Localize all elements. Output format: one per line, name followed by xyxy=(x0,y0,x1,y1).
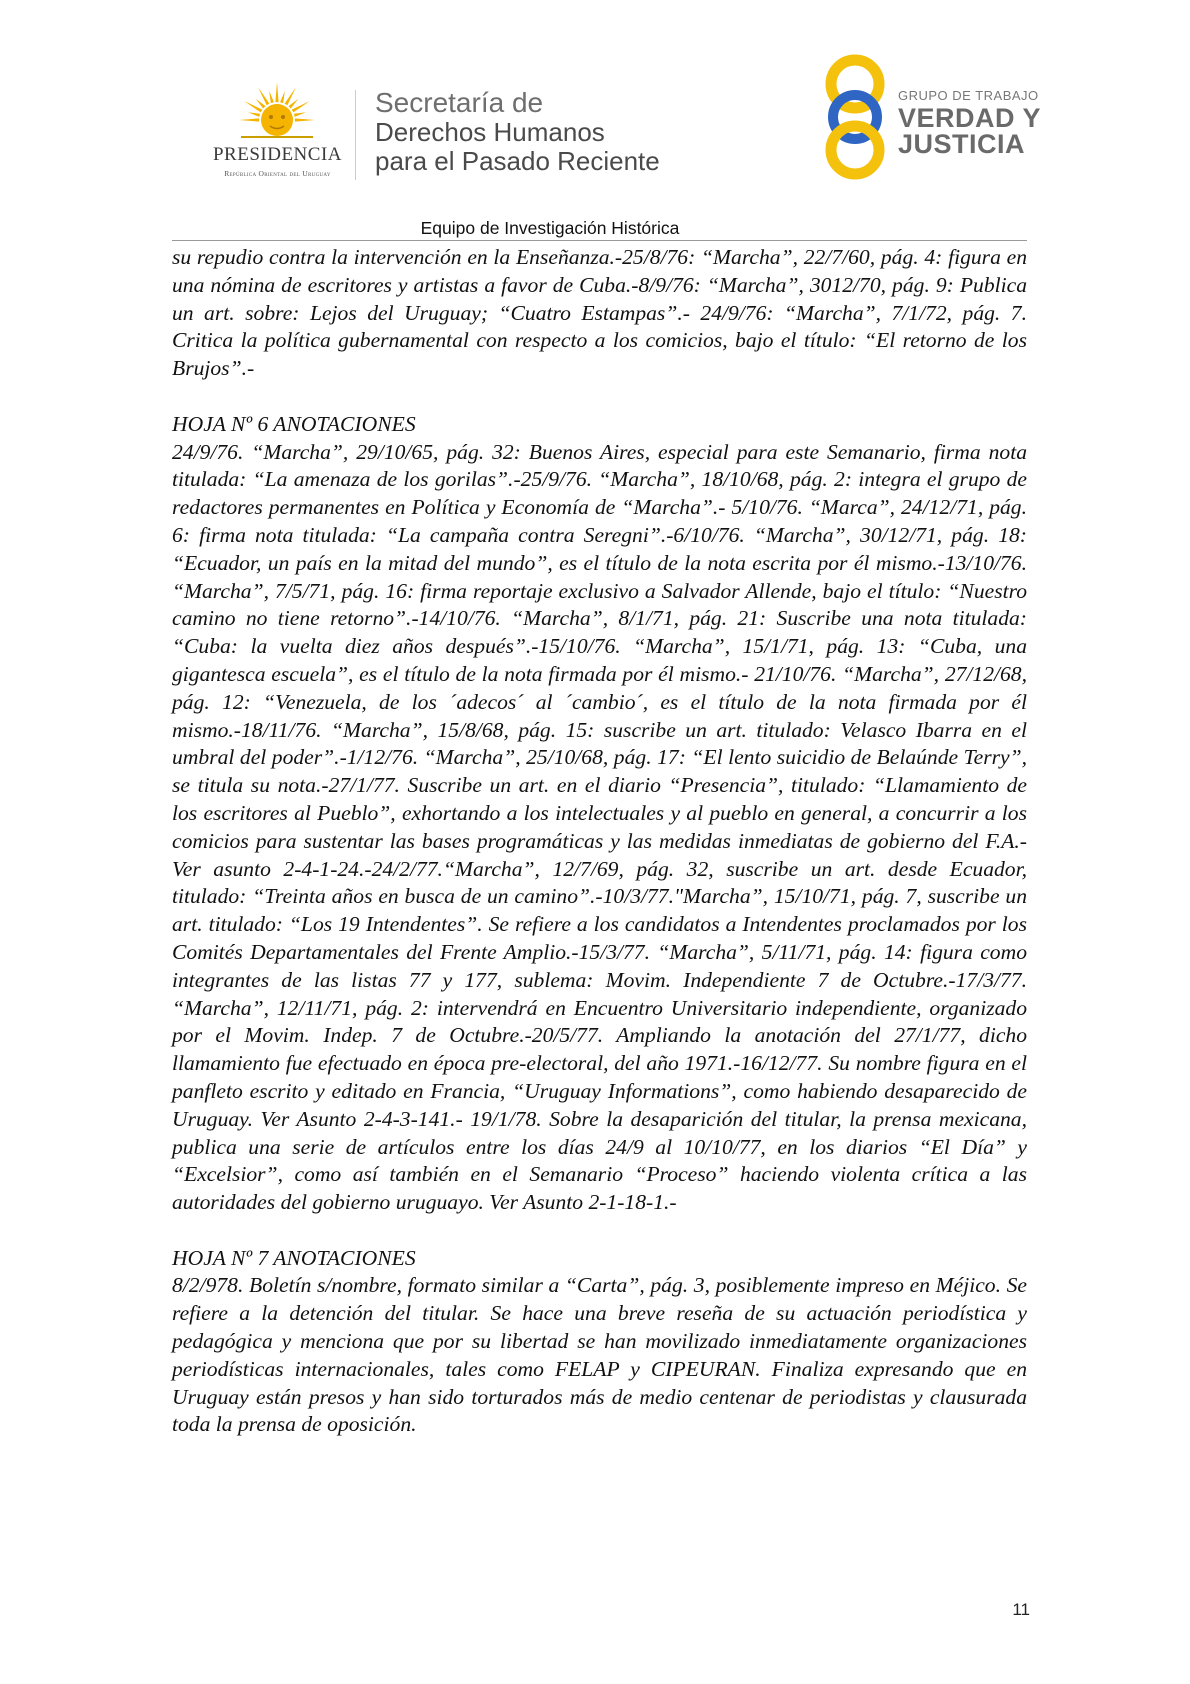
page-number: 11 xyxy=(1012,1600,1030,1619)
grupo-line-3: JUSTICIA xyxy=(898,129,1026,159)
paragraph-1: su repudio contra la intervención en la Enseñanza.-25/8/76: “Marcha”, 22/7/60, pág. 4: figura en una nómina de escritores y artistas a favor de Cuba.-8/9/76: “Marcha”, 3012/70, pág. 9: Publica un art. sobre: Lejos del Uruguay; “Cuatro Estampas”.- 24/9/76: “Marcha”, 7/1/72, pág. 7. Critica la política gubernamental con respecto a los comicios, bajo el título: “El retorno de los Brujos”.- xyxy=(172,245,1027,381)
paragraph-2: 24/9/76. “Marcha”, 29/10/65, pág. 32: Buenos Aires, especial para este Semanario, firma nota titulada: “La amenaza de los gorilas”.-25/9/76. “Marcha”, 18/10/68, pág. 2: integra el grupo de redactores permanentes en Política y Economía de “Marcha”.- 5/10/76. “Marca”, 24/12/71, pág. 6: firma nota titulada: “La campaña contra Seregni”.-6/10/76. “Marcha”, 30/12/71, pág. 18: “Ecuador, un país en la mitad del mundo”, es el título de la nota escrita por él mismo.-13/10/76. “Marcha”, 7/5/71, pág. 16: firma reportaje exclusivo a Salvador Allende, bajo el título: “Nuestro camino no tiene retorno”.-14/10/76. “Marcha”, 8/1/71, pág. 21: Suscribe una nota titulada: “Cuba: la vuelta diez años después”.-15/10/76. “Marcha”, 15/1/71, pág. 13: “Cuba, una gigantesca escuela”, es el título de la nota firmada por él mismo.- 21/10/76. “Marcha”, 27/12/68, pág. 12: “Venezuela, de los ´adecos´ al ´cambio´, es el título de la nota firmada por él mismo.-18/11/76. “Marcha”, 15/8/68, pág. 15: suscribe un art. titulado: Velasco Ibarra en el umbral del poder”.-1/12/76. “Marcha”, 25/10/68, pág. 17: “El lento suicidio de Belaúnde Terry”, se titula su nota.-27/1/77. Suscribe un art. en el diario “Presencia”, titulado: “Llamamiento de los escritores al Pueblo”, exhortando a los intelectuales y al pueblo en general, a concurrir a los comicios para sustentar las bases programáticas y las medidas inmediatas de gobierno del F.A.- Ver asunto 2-4-1-24.-24/2/77.“Marcha”, 12/7/69, pág. 32, suscribe un art. desde Ecuador, titulado: “Treinta años en busca de un camino”.-10/3/77."Marcha”, 15/10/71, pág. 7, suscribe un art. titulado: “Los 19 Intendentes”. Se refiere a los candidatos a Intendentes proclamados por los Comités Departamentales del Frente Amplio.-15/3/77. “Marcha”, 5/11/71, pág. 14: figura como integrantes de las listas 77 y 177, sublema: Movim. Independiente 7 de Octubre.-17/3/77. “Marcha”, 12/11/71, pág. 2: intervendrá en Encuentro Universitario independiente, organizado por el Movim. Indep. 7 de Octubre.-20/5/77. Ampliando la anotación del 27/1/77, dicho llamamiento fue efectuado en época pre-electoral, del año 1971.-16/12/77. Su nombre figura en el panfleto escrito y editado en Francia, “Uruguay Informations”, como habiendo desaparecido de Uruguay. Ver Asunto 2-4-3-141.- 19/1/78. Sobre la desaparición del titular, la prensa mexicana, publica una serie de artículos entre los días 24/9 al 10/10/77, en los diarios “El Día” y “Excelsior”, como así también en el Semanario “Proceso” haciendo violenta crítica a las autoridades del gobierno uruguayo. Ver Asunto 2-1-18-1.- xyxy=(172,439,1027,1215)
sun-ray xyxy=(248,112,260,117)
verdad-justicia-logo xyxy=(820,52,1050,182)
page-header xyxy=(0,0,1190,240)
team-title: Equipo de Investigación Histórica xyxy=(420,218,680,238)
section-heading-hoja-7: HOJA Nº 7 ANOTACIONES xyxy=(172,1245,416,1270)
sun-ray xyxy=(294,112,306,117)
secretaria-line-3: para el Pasado Reciente xyxy=(375,146,660,176)
sun-ray xyxy=(280,91,285,103)
secretaria-logo-text xyxy=(375,88,735,176)
grupo-line-2: VERDAD Y xyxy=(898,103,1042,133)
presidencia-name: PRESIDENCIA xyxy=(212,144,342,165)
sun-ray xyxy=(239,118,259,121)
paragraph-gap xyxy=(172,1217,1027,1245)
presidencia-subtitle: República Oriental del Uruguay xyxy=(224,169,331,178)
sun-ray xyxy=(289,99,299,109)
presidencia-logo xyxy=(195,80,360,180)
linked-rings-icon xyxy=(820,52,890,182)
sun-ray xyxy=(269,91,274,103)
sun-emblem-icon xyxy=(233,80,321,150)
grupo-line-1: GRUPO DE TRABAJO xyxy=(898,88,1039,103)
paragraph-3: 8/2/978. Boletín s/nombre, formato similar a “Carta”, pág. 3, posiblemente impreso en Méjico. Se refiere a la detención del titular. Se hace una breve reseña de su actuación periodística y pedagógica y menciona que por su libertad se han movilizado inmediatamente organizaciones periodísticas internacionales, tales como FELAP y CIPEURAN. Finaliza expresando que en Uruguay están presos y han sido torturados más de medio centenar de periodistas y clausurada toda la prensa de oposición. xyxy=(172,1273,1027,1437)
secretaria-line-2: Derechos Humanos xyxy=(375,117,605,147)
header-rule xyxy=(172,240,1027,241)
document-body xyxy=(172,244,1027,1439)
paragraph-gap xyxy=(172,383,1027,411)
section-heading-hoja-6: HOJA Nº 6 ANOTACIONES xyxy=(172,411,416,436)
secretaria-line-1: Secretaría de xyxy=(375,87,544,118)
sun-ray xyxy=(295,118,315,121)
sun-ray xyxy=(275,82,278,102)
sun-ray xyxy=(256,99,266,109)
header-divider xyxy=(355,90,356,180)
